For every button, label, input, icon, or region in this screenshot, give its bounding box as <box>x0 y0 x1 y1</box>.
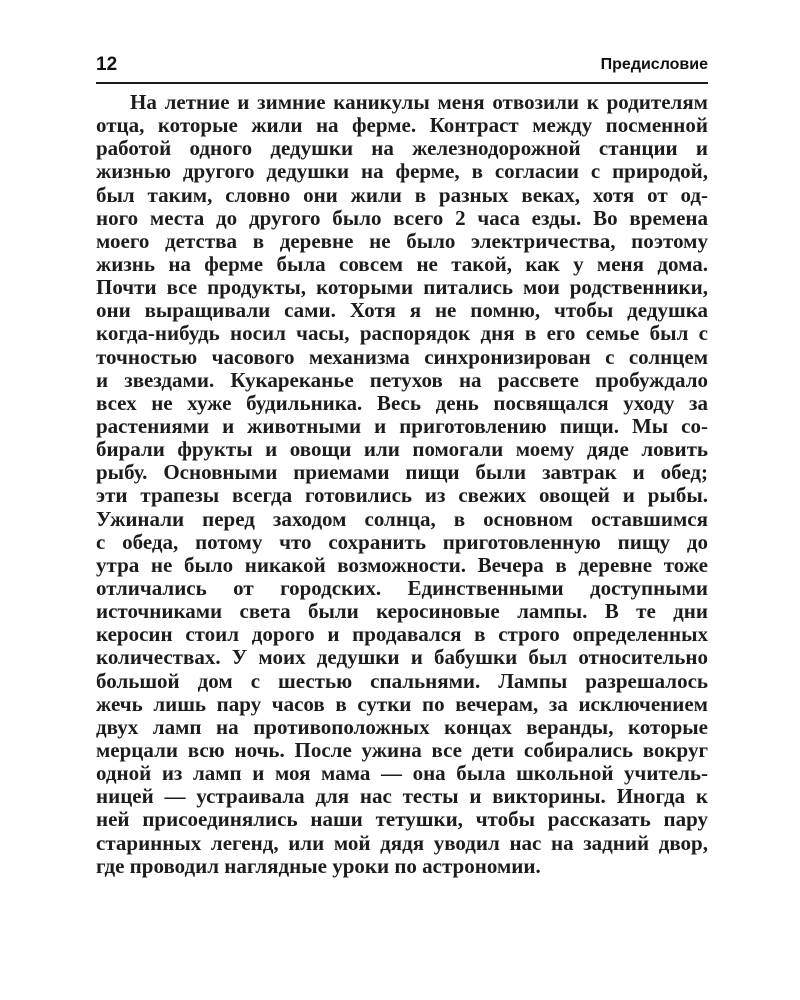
running-head-title: Предисловие <box>600 56 708 73</box>
text-line: они выращивали сами. Хотя я не помню, чтобы дедушка <box>96 298 708 323</box>
text-line: жизнь на ферме была совсем не такой, как у меня дома. <box>96 251 708 276</box>
text-line: жечь лишь пару часов в сутки по вечерам, за исключением <box>96 691 708 716</box>
text-line: керосин стоил дорого и продавался в строго определенных <box>96 622 708 647</box>
text-line: был таким, словно они жили в разных веках, хотя от од- <box>96 182 708 207</box>
text-line: бирали фрукты и овощи или помогали моему дяде ловить <box>96 437 708 462</box>
text-line: когда-нибудь носил часы, распорядок дня в его семье был с <box>96 321 708 346</box>
page-header <box>96 52 708 84</box>
text-line: жизнью другого дедушки на ферме, в согласии с природой, <box>96 159 708 184</box>
text-line: ного места до другого было всего 2 часа езды. Во времена <box>96 205 708 230</box>
paragraph <box>96 91 708 878</box>
text-line: и звездами. Кукареканье петухов на рассвете пробуждало <box>96 367 708 392</box>
text-line: с обеда, потому что сохранить приготовленную пищу до <box>96 529 708 554</box>
text-line: утра не было никакой возможности. Вечера в деревне тоже <box>96 552 708 577</box>
text-line: источниками света были керосиновые лампы. В те дни <box>96 599 708 624</box>
text-line: эти трапезы всегда готовились из свежих овощей и рыбы. <box>96 483 708 508</box>
text-line: моего детства в деревне не было электричества, поэтому <box>96 228 708 253</box>
text-line: ницей — устраивала для нас тесты и викторины. Иногда к <box>96 784 708 809</box>
text-line: одной из ламп и моя мама — она была школьной учитель- <box>96 761 708 786</box>
text-line: отца, которые жили на ферме. Контраст между посменной <box>96 113 708 138</box>
text-line: двух ламп на противоположных концах веранды, которые <box>96 714 708 739</box>
text-line: где проводил наглядные уроки по астрономии. <box>96 853 541 878</box>
text-line: количествах. У моих дедушки и бабушки был относительно <box>96 645 708 670</box>
text-line: старинных легенд, или мой дядя уводил нас на задний двор, <box>96 830 708 855</box>
text-line: рыбу. Основными приемами пищи были завтрак и обед; <box>96 460 708 485</box>
text-line: Ужинали перед заходом солнца, в основном оставшимся <box>96 506 708 531</box>
text-line: Почти все продукты, которыми питались мои родственники, <box>96 275 708 300</box>
text-line: работой одного дедушки на железнодорожной станции и <box>96 136 708 161</box>
text-line: точностью часового механизма синхронизирован с солнцем <box>96 344 708 369</box>
text-line: мерцали всю ночь. После ужина все дети собирались вокруг <box>96 737 708 762</box>
text-line: большой дом с шестью спальнями. Лампы разрешалось <box>96 668 708 693</box>
text-line: На летние и зимние каникулы меня отвозили к родителям <box>130 90 708 114</box>
text-line: растениями и животными и приготовлению пищи. Мы со- <box>96 413 708 438</box>
text-line: отличались от городских. Единственными доступными <box>96 575 708 600</box>
text-line: всех не хуже будильника. Весь день посвящался уходу за <box>96 390 708 415</box>
text-line: ней присоединялись наши тетушки, чтобы рассказать пару <box>96 807 708 832</box>
page-number: 12 <box>96 54 118 75</box>
